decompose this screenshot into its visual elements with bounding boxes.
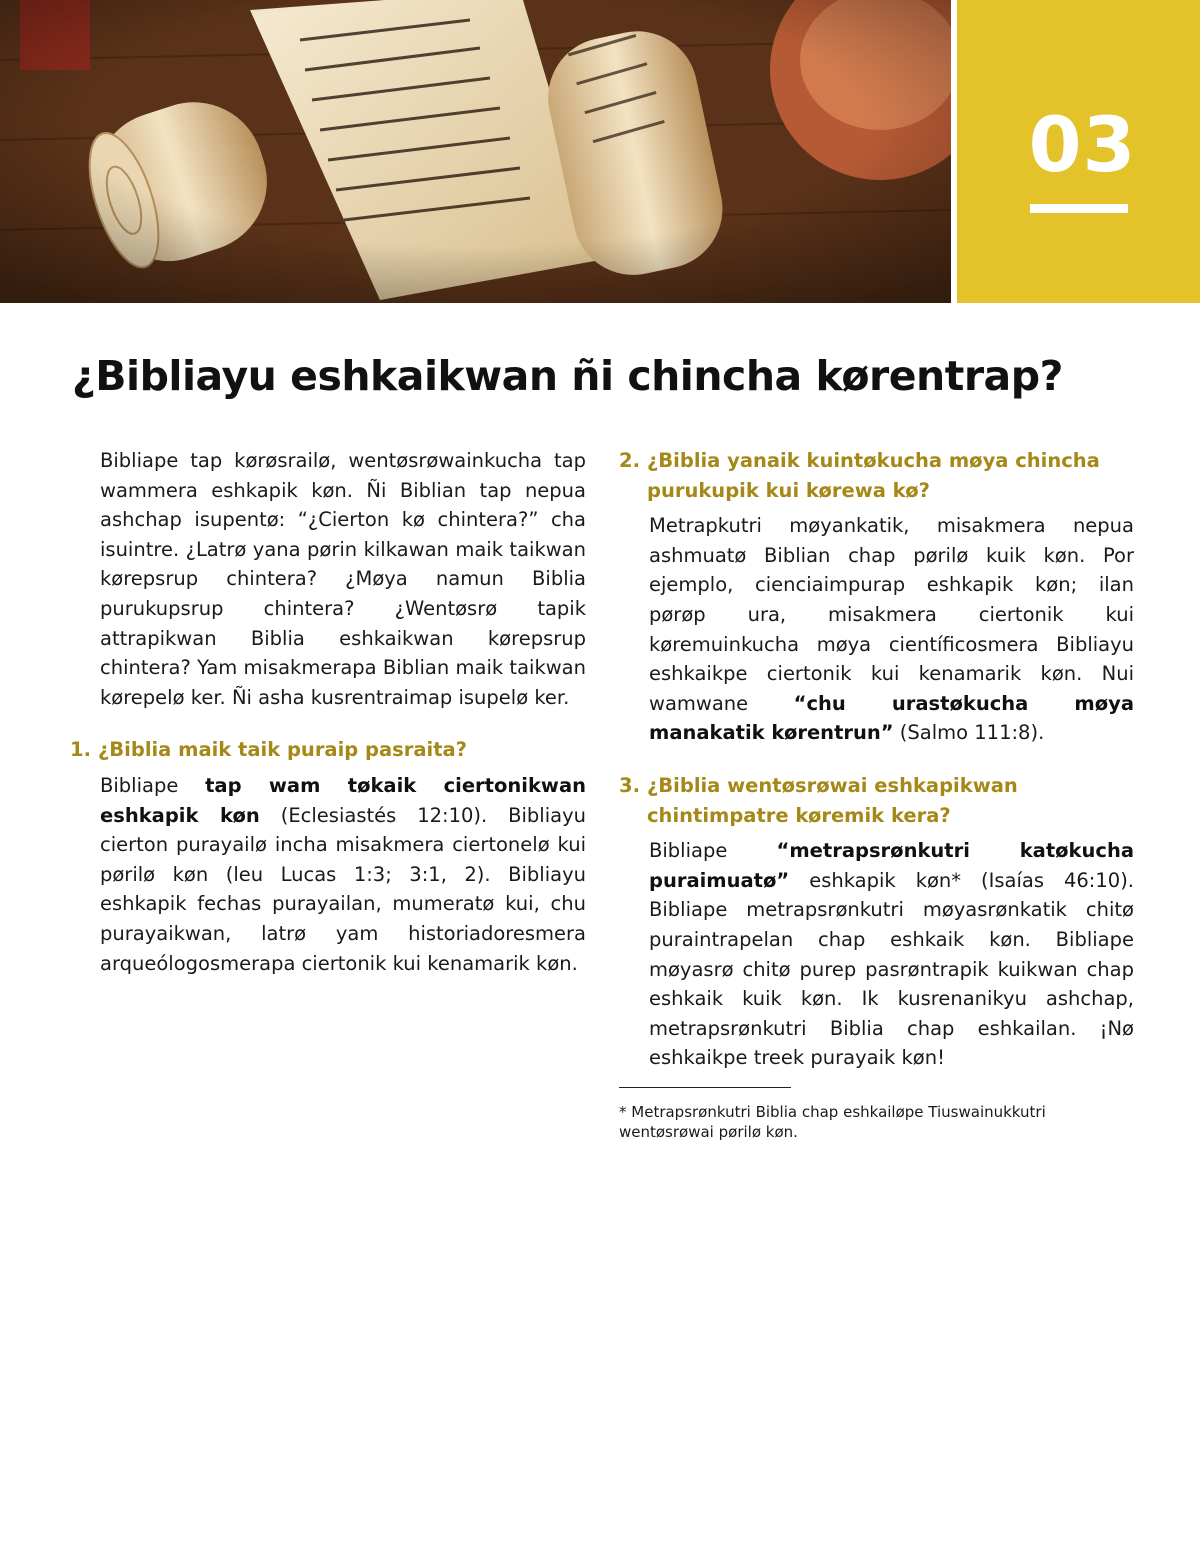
section-3-text-b: eshkapik køn* (Isaías 46:10). Bibliape metrapsrønkutri møyasrønkatik chitø puraintrapelan chap eshkaik køn. Bibliape møyasrø chitø purep pasrøntrapik kuikwan chap eshkaik kuik køn. Ik kusrenanikyu ashchap, metrapsrønkutri Biblia chap eshkailan. ¡Nø eshkaikpe treek purayaik køn! (649, 868, 1134, 1070)
section-1-number: 1. (70, 738, 91, 762)
section-1-bold-quote: tap wam tøkaik ciertonikwan eshkapik køn (100, 773, 586, 827)
section-2-text-a: Metrapkutri møyankatik, misakmera nepua ashmuatø Biblian chap pørilø kuik køn. Por ejemplo, cienciaimpurap eshkapik køn; ilan pørøp ura, misakmera ciertonik kui køremuinkucha møya científicosmera Bibliayu eshkaikpe ciertonik kui kenamarik køn. Nui wamwane (649, 514, 1134, 715)
section-1-title: ¿Biblia maik taik puraip pasraita? (98, 738, 467, 762)
section-2-number: 2. (619, 449, 640, 472)
footnote: * Metrapsrønkutri Biblia chap eshkailøpe Tiuswainukkutri wentøsrøwai pørilø køn. (619, 1102, 1046, 1141)
intro-paragraph: Bibliape tap kørøsrailø, wentøsrøwainkucha tap wammera eshkapik køn. Ñi Biblian tap nepua ashchap isupentø: “¿Cierton kø chintera?” cha isuintre. ¿Latrø yana pørin kilkawan maik taikwan kørepsrup chintera? ¿Møya namun Biblia purukupsrup chintera? ¿Wentøsrø tapik attrapikwan Biblia eshkaikwan kørepsrup chintera? Yam misakmerapa Biblian maik taikwan kørepelø ker. Ñi asha kusrentraimap isupelø ker. (100, 449, 586, 709)
footnote-divider (619, 1087, 791, 1088)
section-3-text-a: Bibliape (649, 839, 777, 863)
section-3-paragraph (649, 836, 1134, 1073)
section-1-text-a: Bibliape (100, 773, 206, 797)
header-photo-scrolls (0, 0, 951, 303)
section-2-bold-quote: “chu urastøkucha møya manakatik kørentrun” (649, 691, 1134, 745)
left-column (70, 446, 586, 978)
page-title: ¿Bibliayu eshkaikwan ñi chincha kørentrap? (72, 352, 1063, 400)
section-2-title: ¿Biblia yanaik kuintøkucha møya chincha purukupik kui kørewa kø? (647, 449, 1100, 502)
section-3-bold-quote: “metrapsrønkutri katøkucha puraimuatø” (649, 839, 1134, 892)
scrolls-illustration (0, 0, 951, 303)
section-3-heading (619, 771, 1134, 830)
section-2-text-b: (Salmo 111:8). (893, 721, 1045, 745)
right-column (619, 446, 1134, 1142)
chapter-number: 03 (1028, 100, 1137, 189)
section-3-title: ¿Biblia wentøsrøwai eshkapikwan chintimpatre køremik kera? (647, 773, 1018, 827)
section-1-paragraph (100, 771, 586, 978)
section-1-heading (70, 735, 586, 765)
section-1-text-b: (Eclesiastés 12:10). Bibliayu cierton purayailø incha misakmera ciertonelø kui pørilø køn (leu Lucas 1:3; 3:1, 2). Bibliayu eshkapik fechas purayailan, mumeratø kui, chu purayaikwan, latrø yam historiadoresmera arqueólogosmerapa ciertonik kui kenamarik køn. (100, 803, 586, 975)
section-3-number: 3. (619, 773, 640, 797)
chapter-badge (957, 0, 1200, 303)
section-2-heading (619, 446, 1134, 505)
chapter-underline (1030, 204, 1128, 213)
section-2-paragraph (649, 511, 1134, 748)
